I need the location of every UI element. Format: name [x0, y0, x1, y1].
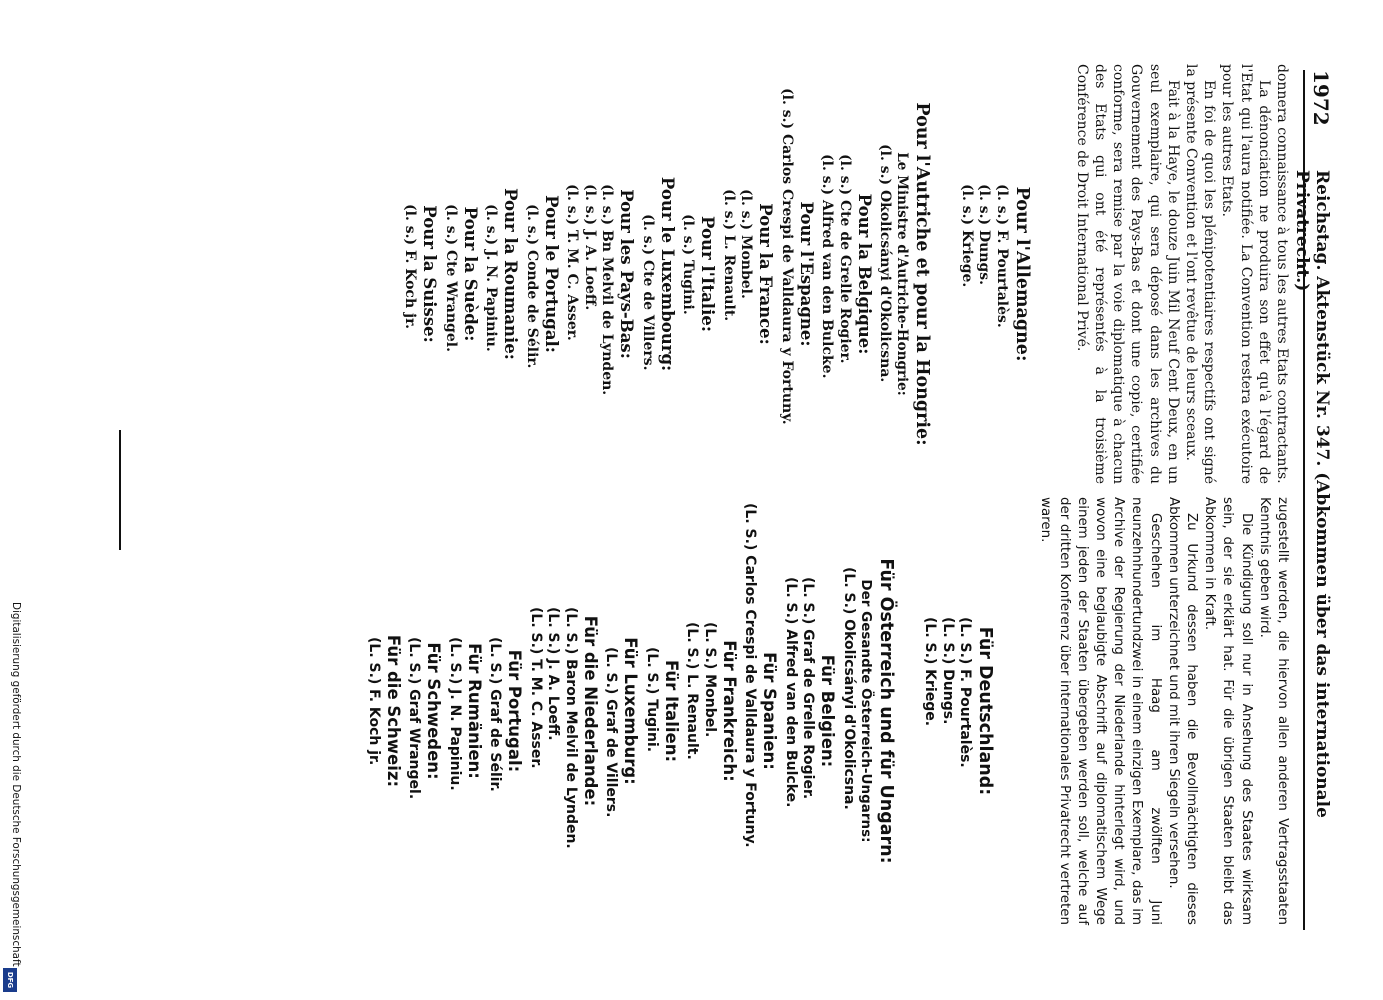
- signatory-country: Für Deutschland:: [975, 626, 996, 796]
- signatory-country: Pour la Belgique:: [854, 193, 874, 355]
- signatory: (l. s.) Dungs.: [976, 184, 993, 285]
- french-paragraph: La dénonciation ne produira son effet qu'à l'égard de l'Etat qui l'aura notifiée. La Convention restera exécutoire pour les autres Etats.: [1219, 64, 1272, 484]
- signatory: (l. s.) Cte de Villers.: [639, 214, 656, 371]
- signatory: (l. s.) T. M. C. Asser.: [564, 184, 581, 341]
- signatory-subtitle: Le Ministre d'Autriche-Hongrie:: [894, 152, 911, 396]
- signatory-country: Für die Niederlande:: [580, 615, 600, 807]
- signatory: (l. s.) Okolicsányi d'Okolicsna.: [877, 144, 894, 383]
- signatory-country: Pour la France:: [756, 203, 776, 345]
- digitization-notice: [2, 602, 22, 998]
- digitization-text: Digitalisierung gefördert durch die Deutsche Forschungsgemeinschaft: [10, 602, 22, 967]
- french-signatures: [401, 64, 1033, 484]
- french-paragraph: En foi de quoi les plénipotentiaires respectifs ont signé la présente Convention et l'ont revêtue de leurs sceaux.: [1182, 64, 1218, 484]
- signatory-country: Für Spanien:: [760, 652, 780, 770]
- signatory: (l. s.) Carlos Crespi de Valldaura y Fortuny.: [778, 88, 795, 425]
- german-paragraph: Geschehen im Haag am zwölften Juni neunzehnhundertundzwei in einem einzigen Exemplare, das im Archive der Regierung der Niederlande hinterlegt wird, und wovon eine beglaubigte Abschrift auf diplomatischem Wege einem jeden der Staaten übergeben werden soll, welche auf der dritten Konferenz über internationales Privatrecht vertreten waren.: [1038, 497, 1163, 925]
- german-paragraph: Die Kündigung soll nur in Ansehung des Staates wirksam sein, der sie erklärt hat. Für die übrigen Staaten bleibt das Abkommen in Kraft.: [1202, 497, 1254, 925]
- end-rule: [119, 430, 121, 550]
- signatory: (L. S.) Dungs.: [939, 617, 956, 725]
- signatory: (L. S.) Graf de Villers.: [603, 647, 620, 818]
- signatory: (L. S.) Tugini.: [643, 647, 660, 753]
- signatory: (L. S.) Graf Wrangel.: [406, 637, 423, 800]
- signatory-subtitle: Der Gesandte Österreich-Ungarns:: [857, 579, 874, 843]
- french-paragraph: Fait à la Haye, le douze Juin Mil Neuf Cent Deux, en un seul exemplaire, qui sera déposé dans les archives du Gouvernement des Pays-Bas et dont une copie, certifiée conforme, sera remise par la voie diplomatique à chacun des Etats qui ont été représentés à la troisième Conférence de Droit International Privé.: [1073, 64, 1181, 484]
- german-signatures: [364, 497, 996, 925]
- signatory: (l. s.) Conde de Sélir.: [523, 204, 540, 369]
- signatory-country: Pour le Luxembourg:: [657, 176, 677, 372]
- french-column: [401, 64, 1291, 484]
- signatory: (L. S.) Monbel.: [701, 622, 718, 738]
- signatory-country: Pour l'Italie:: [698, 216, 718, 332]
- signatory: (l. s.) Bn Melvil de Lynden.: [599, 184, 616, 396]
- signatory: (L. S.) Carlos Crespi de Valldaura y Fortuny.: [742, 503, 759, 848]
- signatory: (L. S.) Graf de Grelle Rogier.: [800, 577, 817, 800]
- signatory: (l. s.) J. A. Loeff.: [581, 184, 598, 311]
- signatory: (l. s.) F. Koch jr.: [402, 204, 419, 330]
- signatory-country: Für Portugal:: [505, 649, 525, 773]
- signatory: (L. S.) J. A. Loeff.: [545, 607, 562, 741]
- signatory: (l. s.) L. Renault.: [720, 189, 737, 322]
- signatory: (L. S.) L. Renault.: [684, 622, 701, 760]
- signatory: (l. s.) Cte de Grelle Rogier.: [836, 154, 853, 364]
- signatory-country: Für Italien:: [661, 659, 681, 763]
- signatory-country: Pour la Roumanie:: [501, 188, 521, 360]
- signatory: (l. s.) J. N. Papiniu.: [483, 204, 500, 352]
- signatory-country: Für Frankreich:: [719, 640, 739, 782]
- signatory: (L. S.) Okolicsányi d'Okolicsna.: [840, 567, 857, 810]
- signatory: (L. S.) Graf de Sélir.: [487, 637, 504, 792]
- page-title: Reichstag. Aktenstück Nr. 347. (Abkommen über das internationale Privatrecht.): [1292, 170, 1332, 818]
- signatory-country: Pour la Suède:: [460, 206, 480, 342]
- signatory: (l. s.) Tugini.: [680, 214, 697, 315]
- signatory-country: Für Schweden:: [424, 642, 444, 780]
- page-number: 1972: [1309, 70, 1333, 126]
- german-paragraph: zugestellt werden, die hiervon allen anderen Vertragsstaaten Kenntnis geben wird.: [1256, 497, 1290, 925]
- signatory: (l. s.) F. Pourtalès.: [993, 184, 1010, 328]
- signatory-country: Pour le Portugal:: [541, 195, 561, 353]
- signatory: (L. S.) Kriege.: [922, 617, 939, 727]
- signatory-country: Für Rumänien:: [464, 643, 484, 779]
- dfg-logo-icon: DFG: [3, 968, 17, 992]
- signatory-country: Pour la Suisse:: [420, 205, 440, 343]
- signatory: (l. s.) Kriege.: [958, 184, 975, 288]
- signatory-country: Pour les Pays-Bas:: [617, 189, 637, 359]
- signatory: (L. S.) J. N. Papiniu.: [446, 637, 463, 791]
- signatory-country: Für Luxemburg:: [621, 637, 641, 785]
- signatory: (L. S.) F. Pourtalès.: [957, 617, 974, 768]
- signatory: (L. S.) Baron Melvil de Lynden.: [562, 607, 579, 849]
- signatory-country: Für Österreich und für Ungarn:: [875, 558, 896, 864]
- signatory: (L. S.) F. Koch jr.: [365, 637, 382, 766]
- german-paragraph: Zu Urkund dessen haben die Bevollmächtigten dieses Abkommen unterzeichnet und mit ihren Siegeln versehen.: [1165, 497, 1199, 925]
- signatory-country: Pour l'Espagne:: [796, 201, 816, 347]
- page-header: [1292, 70, 1335, 930]
- signatory: (l. s.) Cte Wrangel.: [442, 204, 459, 352]
- signatory-country: Für die Schweiz:: [383, 634, 403, 788]
- signatory-country: Für Belgien:: [818, 654, 838, 768]
- signatory: (l. s.) Monbel.: [738, 189, 755, 299]
- signatory: (L. S.) Alfred van den Bulcke.: [782, 577, 799, 808]
- signatory: (l. s.) Alfred van den Bulcke.: [819, 154, 836, 379]
- signatory-country: Pour l'Allemagne:: [1011, 186, 1032, 362]
- signatory-country: Pour l'Autriche et pour la Hongrie:: [912, 102, 933, 446]
- german-column: [364, 497, 1291, 925]
- signatory: (L. S.) T. M. C. Asser.: [527, 607, 544, 769]
- french-paragraph: donnera connaissance à tous les autres Etats contractants.: [1274, 64, 1290, 484]
